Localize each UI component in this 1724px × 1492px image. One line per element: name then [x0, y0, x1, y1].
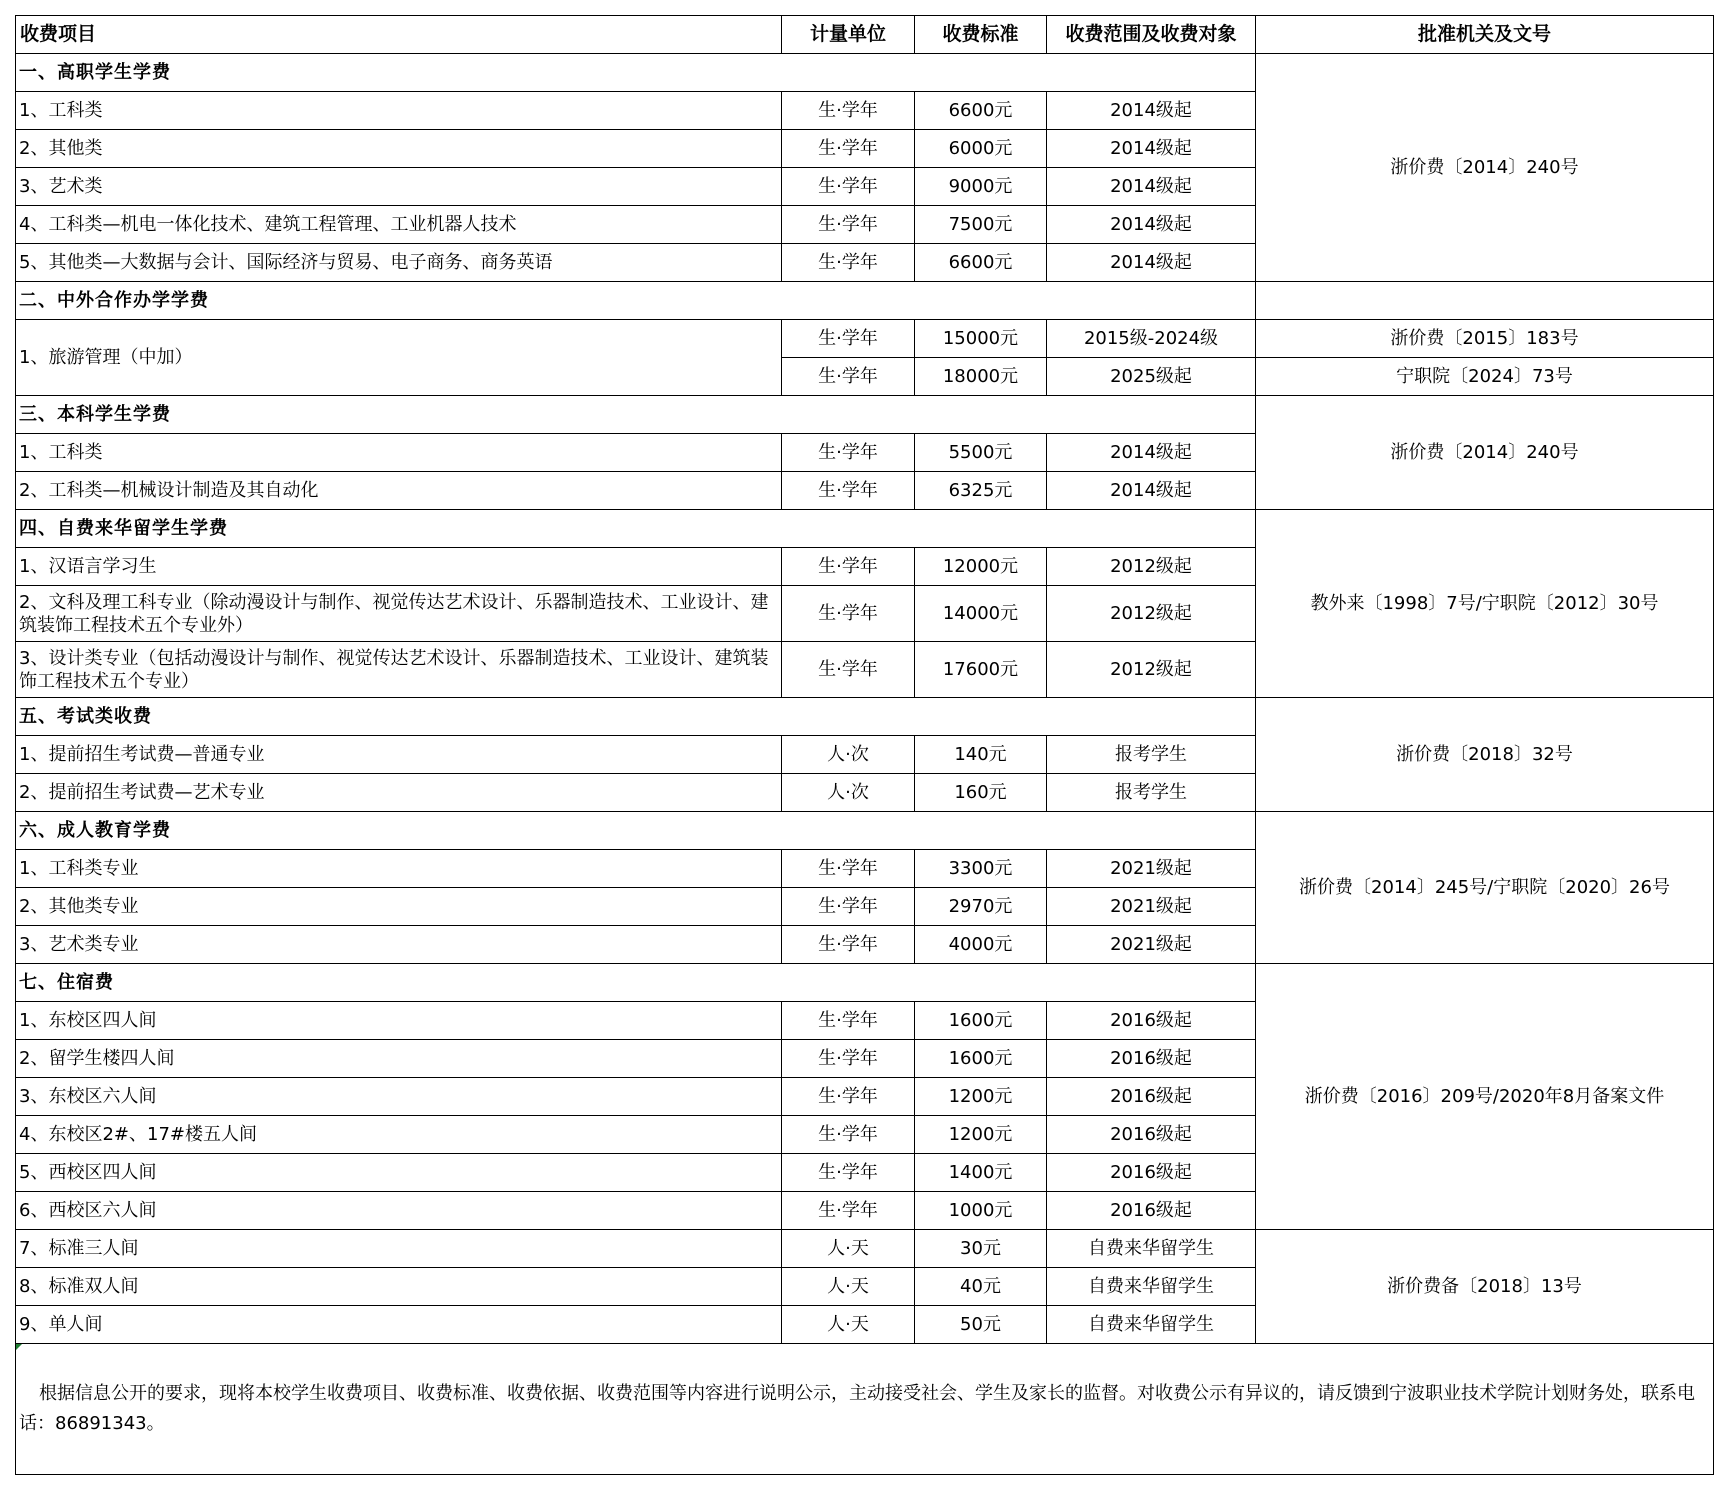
fee-scope: 2014级起 — [1047, 434, 1256, 472]
section-title: 三、本科学生学费 — [16, 396, 1256, 434]
fee-standard: 14000元 — [915, 586, 1047, 642]
fee-standard: 1200元 — [915, 1116, 1047, 1154]
fee-standard: 18000元 — [915, 358, 1047, 396]
fee-standard: 6600元 — [915, 244, 1047, 282]
fee-unit: 生·学年 — [782, 244, 915, 282]
fee-standard: 4000元 — [915, 926, 1047, 964]
note-cell — [16, 1344, 1714, 1475]
approval-doc: 浙价费备〔2018〕13号 — [1256, 1230, 1714, 1344]
fee-standard: 1600元 — [915, 1002, 1047, 1040]
section-row — [16, 54, 1714, 92]
header-item: 收费项目 — [16, 16, 782, 54]
section-title: 四、自费来华留学生学费 — [16, 510, 1256, 548]
fee-standard: 6600元 — [915, 92, 1047, 130]
fee-scope: 2014级起 — [1047, 92, 1256, 130]
fee-unit: 生·学年 — [782, 472, 915, 510]
fee-scope: 自费来华留学生 — [1047, 1230, 1256, 1268]
fee-item: 2、其他类 — [16, 130, 782, 168]
fee-item: 1、汉语言学习生 — [16, 548, 782, 586]
fee-item: 3、艺术类专业 — [16, 926, 782, 964]
fee-standard: 6325元 — [915, 472, 1047, 510]
fee-scope: 2021级起 — [1047, 888, 1256, 926]
fee-scope: 2014级起 — [1047, 472, 1256, 510]
section-row — [16, 964, 1714, 1002]
fee-scope: 2016级起 — [1047, 1154, 1256, 1192]
fee-item: 1、工科类专业 — [16, 850, 782, 888]
fee-unit: 生·学年 — [782, 548, 915, 586]
fee-item: 1、工科类 — [16, 92, 782, 130]
approval-doc: 浙价费〔2015〕183号 — [1256, 320, 1714, 358]
fee-scope: 报考学生 — [1047, 774, 1256, 812]
fee-unit: 生·学年 — [782, 1040, 915, 1078]
fee-item: 2、留学生楼四人间 — [16, 1040, 782, 1078]
fee-scope: 2014级起 — [1047, 206, 1256, 244]
fee-standard: 1600元 — [915, 1040, 1047, 1078]
fee-item: 1、东校区四人间 — [16, 1002, 782, 1040]
fee-standard: 6000元 — [915, 130, 1047, 168]
fee-unit: 生·学年 — [782, 130, 915, 168]
fee-scope: 2014级起 — [1047, 130, 1256, 168]
fee-item: 9、单人间 — [16, 1306, 782, 1344]
fee-item: 1、提前招生考试费—普通专业 — [16, 736, 782, 774]
section-title: 六、成人教育学费 — [16, 812, 1256, 850]
fee-standard: 9000元 — [915, 168, 1047, 206]
fee-scope: 2025级起 — [1047, 358, 1256, 396]
fee-unit: 生·学年 — [782, 850, 915, 888]
fee-standard: 50元 — [915, 1306, 1047, 1344]
fee-scope: 2016级起 — [1047, 1078, 1256, 1116]
fee-item: 1、工科类 — [16, 434, 782, 472]
fee-item: 2、文科及理工科专业（除动漫设计与制作、视觉传达艺术设计、乐器制造技术、工业设计、建筑装饰工程技术五个专业外） — [16, 586, 782, 642]
fee-unit: 生·学年 — [782, 1154, 915, 1192]
table-row — [16, 1230, 1714, 1268]
fee-item: 3、东校区六人间 — [16, 1078, 782, 1116]
fee-standard: 140元 — [915, 736, 1047, 774]
section-title: 七、住宿费 — [16, 964, 1256, 1002]
header-approval: 批准机关及文号 — [1256, 16, 1714, 54]
fee-unit: 生·学年 — [782, 586, 915, 642]
fee-unit: 人·次 — [782, 774, 915, 812]
fee-item: 2、工科类—机械设计制造及其自动化 — [16, 472, 782, 510]
fee-unit: 生·学年 — [782, 926, 915, 964]
section-title: 二、中外合作办学学费 — [16, 282, 1256, 320]
fee-unit: 生·学年 — [782, 358, 915, 396]
section-title: 一、高职学生学费 — [16, 54, 1256, 92]
fee-unit: 生·学年 — [782, 206, 915, 244]
fee-unit: 生·学年 — [782, 1116, 915, 1154]
section-title: 五、考试类收费 — [16, 698, 1256, 736]
fee-standard: 160元 — [915, 774, 1047, 812]
fee-item: 7、标准三人间 — [16, 1230, 782, 1268]
fee-unit: 人·天 — [782, 1306, 915, 1344]
fee-item: 5、其他类—大数据与会计、国际经济与贸易、电子商务、商务英语 — [16, 244, 782, 282]
fee-item: 4、东校区2#、17#楼五人间 — [16, 1116, 782, 1154]
fee-standard: 5500元 — [915, 434, 1047, 472]
cell-comment-marker — [16, 1344, 22, 1350]
fee-scope: 2021级起 — [1047, 850, 1256, 888]
fee-scope: 2016级起 — [1047, 1192, 1256, 1230]
fee-unit: 生·学年 — [782, 168, 915, 206]
fee-table — [15, 15, 1714, 1475]
fee-scope: 2016级起 — [1047, 1116, 1256, 1154]
fee-standard: 1000元 — [915, 1192, 1047, 1230]
approval-doc: 浙价费〔2014〕240号 — [1256, 396, 1714, 510]
note-row — [16, 1344, 1714, 1475]
fee-item: 2、其他类专业 — [16, 888, 782, 926]
fee-scope: 2012级起 — [1047, 586, 1256, 642]
approval-doc: 浙价费〔2018〕32号 — [1256, 698, 1714, 812]
fee-scope: 2014级起 — [1047, 168, 1256, 206]
approval-doc: 教外来〔1998〕7号/宁职院〔2012〕30号 — [1256, 510, 1714, 698]
fee-standard: 40元 — [915, 1268, 1047, 1306]
fee-unit: 生·学年 — [782, 1078, 915, 1116]
fee-item: 4、工科类—机电一体化技术、建筑工程管理、工业机器人技术 — [16, 206, 782, 244]
fee-standard: 2970元 — [915, 888, 1047, 926]
fee-unit: 生·学年 — [782, 1192, 915, 1230]
fee-standard: 17600元 — [915, 642, 1047, 698]
fee-unit: 生·学年 — [782, 92, 915, 130]
approval-doc: 宁职院〔2024〕73号 — [1256, 358, 1714, 396]
fee-scope: 2014级起 — [1047, 244, 1256, 282]
fee-unit: 生·学年 — [782, 642, 915, 698]
section-row — [16, 812, 1714, 850]
header-row — [16, 16, 1714, 54]
fee-unit: 生·学年 — [782, 434, 915, 472]
fee-item: 1、旅游管理（中加） — [16, 320, 782, 396]
section-row — [16, 282, 1714, 320]
fee-scope: 2016级起 — [1047, 1002, 1256, 1040]
fee-scope: 2012级起 — [1047, 642, 1256, 698]
fee-scope: 2021级起 — [1047, 926, 1256, 964]
fee-unit: 人·次 — [782, 736, 915, 774]
approval-doc: 浙价费〔2014〕240号 — [1256, 54, 1714, 282]
fee-scope: 自费来华留学生 — [1047, 1268, 1256, 1306]
fee-unit: 人·天 — [782, 1230, 915, 1268]
fee-item: 8、标准双人间 — [16, 1268, 782, 1306]
fee-standard: 30元 — [915, 1230, 1047, 1268]
fee-item: 5、西校区四人间 — [16, 1154, 782, 1192]
fee-standard: 3300元 — [915, 850, 1047, 888]
section-row — [16, 698, 1714, 736]
fee-standard: 1200元 — [915, 1078, 1047, 1116]
header-standard: 收费标准 — [915, 16, 1047, 54]
fee-item: 3、设计类专业（包括动漫设计与制作、视觉传达艺术设计、乐器制造技术、工业设计、建筑装饰工程技术五个专业） — [16, 642, 782, 698]
fee-item: 6、西校区六人间 — [16, 1192, 782, 1230]
approval-doc-empty — [1256, 282, 1714, 320]
fee-scope: 2012级起 — [1047, 548, 1256, 586]
table-row — [16, 320, 1714, 358]
fee-standard: 15000元 — [915, 320, 1047, 358]
fee-standard: 7500元 — [915, 206, 1047, 244]
section-row — [16, 396, 1714, 434]
fee-item: 3、艺术类 — [16, 168, 782, 206]
approval-doc: 浙价费〔2016〕209号/2020年8月备案文件 — [1256, 964, 1714, 1230]
fee-unit: 生·学年 — [782, 320, 915, 358]
fee-item: 2、提前招生考试费—艺术专业 — [16, 774, 782, 812]
fee-scope: 2015级-2024级 — [1047, 320, 1256, 358]
disclosure-note: 根据信息公开的要求，现将本校学生收费项目、收费标准、收费依据、收费范围等内容进行说明公示，主动接受社会、学生及家长的监督。对收费公示有异议的，请反馈到宁波职业技术学院计划财务处，联系电话：86891343。 — [19, 1383, 1695, 1434]
fee-scope: 2016级起 — [1047, 1040, 1256, 1078]
fee-unit: 生·学年 — [782, 888, 915, 926]
fee-unit: 人·天 — [782, 1268, 915, 1306]
header-scope: 收费范围及收费对象 — [1047, 16, 1256, 54]
fee-unit: 生·学年 — [782, 1002, 915, 1040]
fee-scope: 自费来华留学生 — [1047, 1306, 1256, 1344]
approval-doc: 浙价费〔2014〕245号/宁职院〔2020〕26号 — [1256, 812, 1714, 964]
fee-standard: 12000元 — [915, 548, 1047, 586]
header-unit: 计量单位 — [782, 16, 915, 54]
fee-scope: 报考学生 — [1047, 736, 1256, 774]
section-row — [16, 510, 1714, 548]
fee-standard: 1400元 — [915, 1154, 1047, 1192]
